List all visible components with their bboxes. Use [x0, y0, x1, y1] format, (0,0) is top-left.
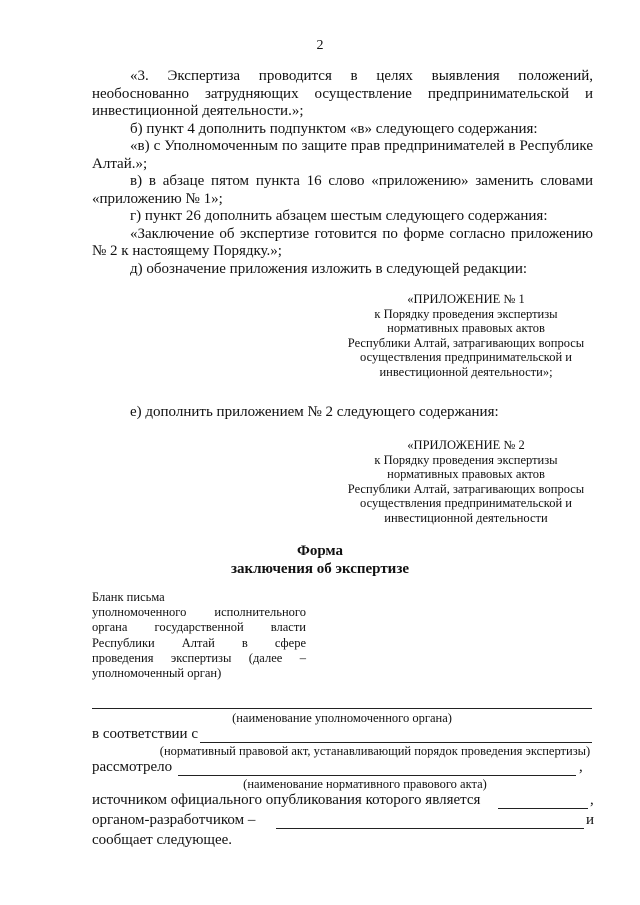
appendix-1-line: «ПРИЛОЖЕНИЕ № 1: [407, 292, 525, 306]
appendix-1-line: к Порядку проведения экспертизы: [374, 306, 558, 321]
appendix-1-line: Республики Алтай, затрагивающих вопросы: [347, 335, 585, 350]
page-number: 2: [316, 38, 324, 53]
letterhead-line: уполномоченного исполнительного: [92, 605, 306, 620]
paragraph-e: е) дополнить приложением № 2 следующего содержания:: [130, 404, 499, 420]
normative-act-line: [200, 742, 592, 743]
letterhead-block: [92, 590, 306, 681]
source-label: источником официального опубликования которого является: [92, 792, 481, 808]
developer-line: [276, 828, 584, 829]
amendments-text: [92, 68, 593, 278]
paragraph-v: в) в абзаце пятом пункта 16 слово «приложению» заменить словами «приложению № 1»;: [92, 173, 593, 207]
reviewed-suffix: ,: [579, 759, 583, 775]
in-accordance-label: в соответствии с: [92, 726, 198, 742]
appendix-2-line: инвестиционной деятельности: [384, 510, 548, 525]
paragraph-item-3: «3. Экспертиза проводится в целях выявления положений, необоснованно затрудняющих осуществление предпринимательской и инвестиционной деятельности.»;: [92, 68, 593, 119]
appendix-1-line: инвестиционной деятельности»;: [379, 364, 553, 379]
organ-name-line: [92, 708, 592, 709]
paragraph-d: д) обозначение приложения изложить в следующей редакции:: [130, 260, 528, 277]
letterhead-line: уполномоченный орган): [92, 666, 222, 681]
appendix-1-line: нормативных правовых актов: [387, 321, 545, 336]
reports-text: сообщает следующее.: [92, 832, 233, 848]
letterhead-line: органа государственной власти: [92, 620, 306, 635]
caption-organ-name: (наименование уполномоченного органа): [232, 711, 452, 725]
letterhead-line: Республики Алтай в сфере: [92, 635, 306, 650]
appendix-1-line: осуществления предпринимательской и: [360, 350, 572, 365]
developer-label: органом-разработчиком –: [92, 812, 256, 828]
caption-normative-act: (нормативный правовой акт, устанавливающий порядок проведения экспертизы): [159, 744, 591, 758]
reviewed-act-line: [178, 775, 576, 776]
caption-act-name: (наименование нормативного правового акта): [243, 777, 487, 791]
appendix-2-line: «ПРИЛОЖЕНИЕ № 2: [407, 438, 525, 452]
source-line: [498, 808, 588, 809]
source-suffix: ,: [590, 792, 594, 808]
letterhead-line: Бланк письма: [92, 590, 165, 604]
form-title: Форма: [296, 543, 344, 559]
appendix-2-line: нормативных правовых актов: [387, 467, 545, 482]
appendix-2-header: [330, 438, 602, 526]
reviewed-label: рассмотрело: [92, 759, 173, 775]
developer-suffix: и: [586, 812, 595, 828]
letterhead-line: проведения экспертизы (далее –: [92, 650, 306, 665]
paragraph-b-quote: «в) с Уполномоченным по защите прав предпринимателей в Республике Алтай.»;: [92, 138, 593, 172]
appendix-2-line: осуществления предпринимательской и: [360, 496, 572, 511]
appendix-2-line: к Порядку проведения экспертизы: [374, 452, 558, 467]
appendix-2-line: Республики Алтай, затрагивающих вопросы: [347, 481, 585, 496]
paragraph-g: г) пункт 26 дополнить абзацем шестым следующего содержания:: [130, 208, 548, 224]
paragraph-b: б) пункт 4 дополнить подпунктом «в» следующего содержания:: [130, 120, 538, 137]
appendix-1-header: [330, 292, 602, 380]
paragraph-g-quote: «Заключение об экспертизе готовится по форме согласно приложению № 2 к настоящему Порядку.»;: [92, 225, 593, 259]
form-subtitle: заключения об экспертизе: [230, 561, 410, 577]
